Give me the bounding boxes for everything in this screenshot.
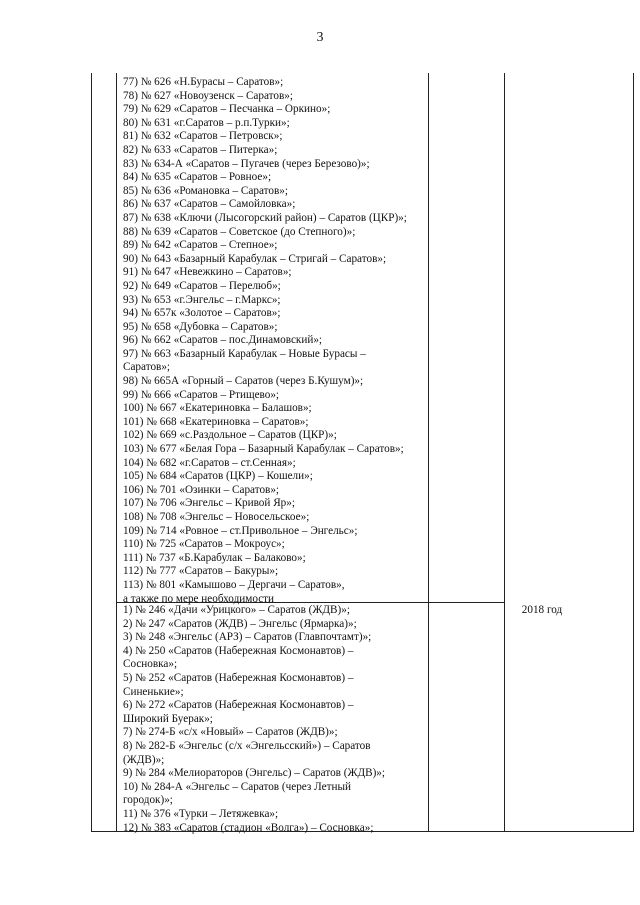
route-line: Саратов»; [123, 361, 171, 374]
route-line: Широкий Буерак»; [123, 712, 213, 725]
route-line: 4) № 250 «Саратов (Набережная Космонавтов) – [123, 644, 354, 657]
route-line: 103) № 677 «Белая Гора – Базарный Карабулак – Саратов»; [123, 443, 404, 456]
route-line: 12) № 383 «Саратов (стадион «Волга») – Сосновка»; [123, 821, 374, 834]
route-line: 91) № 647 «Невежкино – Саратов»; [123, 266, 292, 279]
route-line: 7) № 274-Б «с/х «Новый» – Саратов (ЖДВ)»; [123, 726, 338, 739]
route-line: 107) № 706 «Энгельс – Кривой Яр»; [123, 497, 295, 510]
route-line: 109) № 714 «Ровное – ст.Привольное – Энгельс»; [123, 524, 358, 537]
route-line: 95) № 658 «Дубовка – Саратов»; [123, 320, 278, 333]
route-line: 1) № 246 «Дачи «Урицкого» – Саратов (ЖДВ)»; [123, 604, 350, 616]
route-line: 106) № 701 «Озинки – Саратов»; [123, 483, 280, 496]
route-line: Синенькие»; [123, 685, 184, 698]
route-line: городок)»; [123, 794, 173, 807]
routes-table [91, 73, 634, 832]
column-divider [116, 73, 117, 831]
route-line: 86) № 637 «Саратов – Самойловка»; [123, 198, 296, 211]
route-line: 100) № 667 «Екатериновка – Балашов»; [123, 402, 312, 415]
route-line: Сосновка»; [123, 658, 178, 671]
route-line: 2) № 247 «Саратов (ЖДВ) – Энгельс (Ярмарка)»; [123, 617, 357, 630]
route-line: 8) № 282-Б «Энгельс (с/х «Энгельсский») – Саратов [123, 739, 371, 752]
route-line: а также по мере необходимости [123, 592, 275, 605]
route-line: 82) № 633 «Саратов – Питерка»; [123, 143, 278, 156]
route-line: 105) № 684 «Саратов (ЦКР) – Кошели»; [123, 470, 313, 483]
route-line: 112) № 777 «Саратов – Бакуры»; [123, 565, 279, 578]
route-line: 93) № 653 «г.Энгельс – г.Маркс»; [123, 293, 281, 306]
route-line: 108) № 708 «Энгельс – Новосельское»; [123, 511, 310, 523]
routes-list-2018 [123, 604, 429, 835]
route-line: 104) № 682 «г.Саратов – ст.Сенная»; [123, 456, 296, 469]
route-line: 3) № 248 «Энгельс (АРЗ) – Саратов (Главпочтамт)»; [123, 631, 372, 644]
route-line: 98) № 665А «Горный – Саратов (через Б.Кушум)»; [123, 375, 364, 388]
year-cell: 2018 год [521, 604, 563, 616]
route-line: 81) № 632 «Саратов – Петровск»; [123, 130, 283, 143]
route-line: 87) № 638 «Ключи (Лысогорский район) – Саратов (ЦКР)»; [123, 211, 407, 224]
route-line: 89) № 642 «Саратов – Степное»; [123, 239, 278, 252]
route-line: 83) № 634-А «Саратов – Пугачев (через Березово)»; [123, 157, 370, 170]
route-line: 84) № 635 «Саратов – Ровное»; [123, 171, 272, 184]
route-line: 88) № 639 «Саратов – Советское (до Степного)»; [123, 225, 356, 238]
route-line: 10) № 284-А «Энгельс – Саратов (через Летный [123, 780, 351, 793]
route-line: (ЖДВ)»; [123, 753, 165, 766]
route-line: 110) № 725 «Саратов – Мокроус»; [123, 538, 285, 551]
route-line: 78) № 627 «Новоузенск – Саратов»; [123, 89, 293, 102]
route-line: 97) № 663 «Базарный Карабулак – Новые Бурасы – [123, 347, 366, 360]
route-line: 90) № 643 «Базарный Карабулак – Стригай – Саратов»; [123, 252, 387, 265]
route-line: 113) № 801 «Камышово – Дергачи – Саратов», [123, 578, 345, 591]
route-line: 111) № 737 «Б.Карабулак – Балаково»; [123, 551, 306, 564]
route-line: 77) № 626 «Н.Бурасы – Саратов»; [123, 76, 284, 88]
route-line: 5) № 252 «Саратов (Набережная Космонавтов) – [123, 671, 354, 684]
page-number: 3 [316, 30, 324, 45]
route-line: 94) № 657к «Золотое – Саратов»; [123, 307, 281, 320]
route-line: 80) № 631 «г.Саратов – р.п.Турки»; [123, 116, 290, 129]
route-line: 79) № 629 «Саратов – Песчанка – Оркино»; [123, 103, 331, 116]
route-line: 11) № 376 «Турки – Летяжевка»; [123, 807, 279, 820]
route-line: 99) № 666 «Саратов – Ртищево»; [123, 388, 280, 401]
route-line: 96) № 662 «Саратов – пос.Динамовский»; [123, 334, 323, 347]
route-line: 85) № 636 «Романовка – Саратов»; [123, 184, 288, 197]
route-line: 6) № 272 «Саратов (Набережная Космонавтов) – [123, 699, 354, 712]
route-line: 9) № 284 «Мелиораторов (Энгельс) – Саратов (ЖДВ)»; [123, 767, 386, 780]
route-line: 102) № 669 «с.Раздольное – Саратов (ЦКР)»; [123, 429, 337, 442]
routes-list-continued [123, 76, 429, 606]
route-line: 92) № 649 «Саратов – Перелюб»; [123, 279, 281, 292]
column-divider [504, 73, 505, 831]
route-line: 101) № 668 «Екатериновка – Саратов»; [123, 415, 309, 428]
